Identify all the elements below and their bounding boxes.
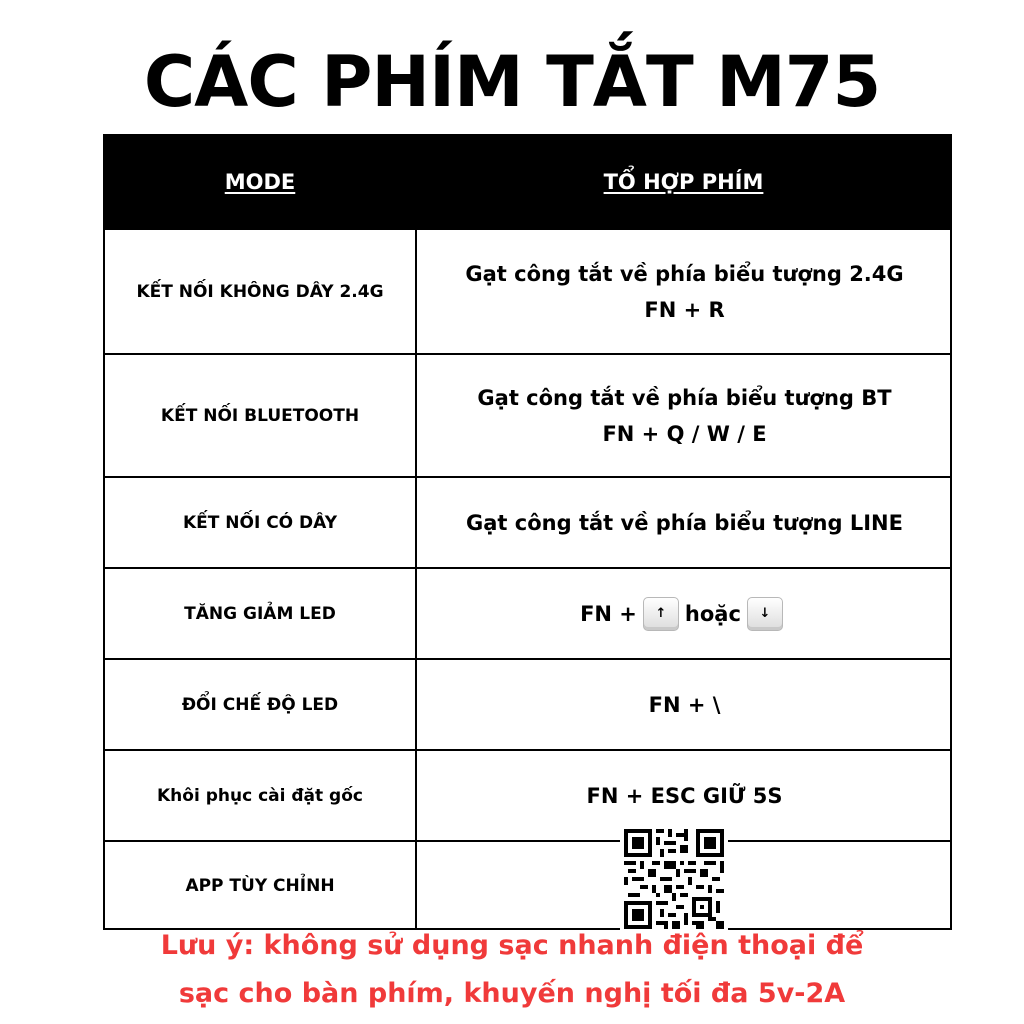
note-line: Lưu ý: không sử dụng sạc nhanh điện thoại để [160, 930, 864, 961]
shortcut-table [103, 134, 952, 930]
table-row [105, 476, 950, 567]
arrow-up-key-icon: ↑ [643, 597, 679, 631]
note-line: sạc cho bàn phím, khuyến nghị tối đa 5v-2A [178, 978, 846, 1009]
page-title: CÁC PHÍM TẮT M75 [143, 41, 881, 123]
qr-code-icon[interactable] [620, 825, 728, 933]
mode-cell: APP TÙY CHỈNH [185, 876, 335, 896]
combo-cell [417, 355, 952, 476]
mode-cell: KẾT NỐI BLUETOOTH [160, 405, 360, 426]
table-row [105, 353, 950, 476]
mode-cell: KẾT NỐI KHÔNG DÂY 2.4G [136, 281, 384, 302]
combo-text: FN + ESC GIỮ 5S [586, 783, 783, 808]
table-row [105, 567, 950, 658]
led-combo [580, 596, 789, 632]
combo-text: FN + [580, 601, 637, 626]
mode-cell: KẾT NỐI CÓ DÂY [182, 512, 338, 533]
column-divider [415, 228, 417, 930]
arrow-down-key-icon: ↓ [747, 597, 783, 631]
table-row [105, 749, 950, 840]
table-row [105, 228, 950, 353]
header-combo: TỔ HỢP PHÍM [603, 170, 764, 194]
table-row [105, 658, 950, 749]
combo-text: FN + Q / W / E [602, 421, 767, 446]
combo-text: FN + \ [648, 692, 721, 717]
mode-cell: TĂNG GIẢM LED [184, 603, 336, 624]
mode-cell: ĐỔI CHẾ ĐỘ LED [181, 694, 339, 715]
header-mode: MODE [224, 170, 296, 194]
table-header [105, 136, 950, 228]
combo-text: Gạt công tắt về phía biểu tượng BT [477, 385, 892, 410]
combo-cell [417, 660, 952, 749]
combo-cell [417, 478, 952, 567]
combo-text: Gạt công tắt về phía biểu tượng LINE [466, 510, 903, 535]
combo-cell [417, 230, 952, 353]
mode-cell: Khôi phục cài đặt gốc [157, 785, 363, 806]
combo-cell [417, 569, 952, 658]
combo-text: Gạt công tắt về phía biểu tượng 2.4G [465, 261, 904, 286]
table-row [105, 840, 950, 930]
combo-text: FN + R [644, 297, 725, 322]
warning-note [0, 922, 1024, 1018]
combo-text: hoặc [684, 601, 741, 626]
